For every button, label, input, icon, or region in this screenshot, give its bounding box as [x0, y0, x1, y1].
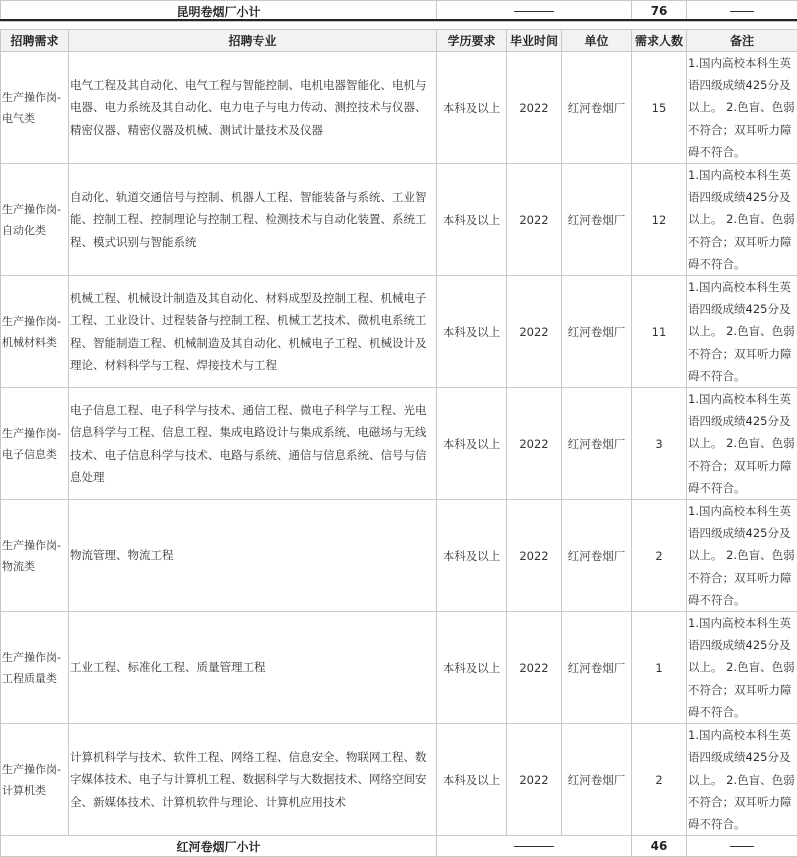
count-cell: 12 — [632, 164, 687, 276]
need-cell: 生产操作岗-机械材料类 — [1, 276, 69, 388]
subtotal-note-dash — [687, 836, 797, 857]
need-cell: 生产操作岗-电子信息类 — [1, 388, 69, 500]
count-cell: 3 — [632, 388, 687, 500]
education-cell: 本科及以上 — [437, 388, 507, 500]
major-cell: 工业工程、标准化工程、质量管理工程 — [69, 612, 437, 724]
table-row — [1, 276, 797, 388]
unit-cell: 红河卷烟厂 — [562, 724, 632, 836]
education-cell: 本科及以上 — [437, 612, 507, 724]
note-cell: 1.国内高校本科生英语四级成绩425分及以上。 2.色盲、色弱不符合；双耳听力障碍不符合。 — [687, 612, 797, 724]
need-cell: 生产操作岗-电气类 — [1, 52, 69, 164]
table-row — [1, 164, 797, 276]
note-cell: 1.国内高校本科生英语四级成绩425分及以上。 2.色盲、色弱不符合；双耳听力障碍不符合。 — [687, 52, 797, 164]
header-major: 招聘专业 — [69, 30, 437, 52]
header-graduation: 毕业时间 — [507, 30, 562, 52]
unit-cell: 红河卷烟厂 — [562, 276, 632, 388]
subtotal-count: 46 — [632, 836, 687, 857]
education-cell: 本科及以上 — [437, 724, 507, 836]
note-cell: 1.国内高校本科生英语四级成绩425分及以上。 2.色盲、色弱不符合；双耳听力障碍不符合。 — [687, 164, 797, 276]
unit-cell: 红河卷烟厂 — [562, 164, 632, 276]
graduation-cell: 2022 — [507, 276, 562, 388]
count-cell: 2 — [632, 500, 687, 612]
graduation-cell: 2022 — [507, 612, 562, 724]
count-cell: 15 — [632, 52, 687, 164]
graduation-cell: 2022 — [507, 388, 562, 500]
table-row — [1, 500, 797, 612]
graduation-cell: 2022 — [507, 52, 562, 164]
education-cell: 本科及以上 — [437, 52, 507, 164]
need-cell: 生产操作岗-自动化类 — [1, 164, 69, 276]
table-row — [1, 612, 797, 724]
major-cell: 自动化、轨道交通信号与控制、机器人工程、智能装备与系统、工业智能、控制工程、控制理论与控制工程、检测技术与自动化装置、系统工程、模式识别与智能系统 — [69, 164, 437, 276]
graduation-cell: 2022 — [507, 500, 562, 612]
unit-cell: 红河卷烟厂 — [562, 500, 632, 612]
major-cell: 物流管理、物流工程 — [69, 500, 437, 612]
unit-cell: 红河卷烟厂 — [562, 612, 632, 724]
subtotal-label: 红河卷烟厂小计 — [1, 836, 437, 857]
need-cell: 生产操作岗-物流类 — [1, 500, 69, 612]
major-cell: 计算机科学与技术、软件工程、网络工程、信息安全、物联网工程、数字媒体技术、电子与计算机工程、数据科学与大数据技术、网络空间安全、新媒体技术、计算机软件与理论、计算机应用技术 — [69, 724, 437, 836]
table-row — [1, 724, 797, 836]
unit-cell: 红河卷烟厂 — [562, 388, 632, 500]
unit-cell: 红河卷烟厂 — [562, 52, 632, 164]
graduation-cell: 2022 — [507, 724, 562, 836]
header-unit: 单位 — [562, 30, 632, 52]
recruitment-table — [0, 29, 797, 857]
header-count: 需求人数 — [632, 30, 687, 52]
bottom-subtotal-row — [1, 836, 797, 857]
header-note: 备注 — [687, 30, 797, 52]
note-cell: 1.国内高校本科生英语四级成绩425分及以上。 2.色盲、色弱不符合；双耳听力障碍不符合。 — [687, 724, 797, 836]
note-cell: 1.国内高校本科生英语四级成绩425分及以上。 2.色盲、色弱不符合；双耳听力障碍不符合。 — [687, 388, 797, 500]
major-cell: 机械工程、机械设计制造及其自动化、材料成型及控制工程、机械电子工程、工业设计、过程装备与控制工程、机械工艺技术、微机电系统工程、智能制造工程、机械制造及其自动化、机械电子工程、机械设计及理论、材料科学与工程、焊接技术与工程 — [69, 276, 437, 388]
count-cell: 11 — [632, 276, 687, 388]
table-row — [1, 52, 797, 164]
table-row — [1, 388, 797, 500]
education-cell: 本科及以上 — [437, 164, 507, 276]
education-cell: 本科及以上 — [437, 276, 507, 388]
need-cell: 生产操作岗-计算机类 — [1, 724, 69, 836]
count-cell: 2 — [632, 724, 687, 836]
education-cell: 本科及以上 — [437, 500, 507, 612]
count-cell: 1 — [632, 612, 687, 724]
need-cell: 生产操作岗-工程质量类 — [1, 612, 69, 724]
major-cell: 电气工程及其自动化、电气工程与智能控制、电机电器智能化、电机与电器、电力系统及其自动化、电力电子与电力传动、测控技术与仪器、精密仪器、精密仪器及机械、测试计量技术及仪器 — [69, 52, 437, 164]
subtotal-count: 76 — [632, 1, 687, 22]
header-education: 学历要求 — [437, 30, 507, 52]
note-cell: 1.国内高校本科生英语四级成绩425分及以上。 2.色盲、色弱不符合；双耳听力障碍不符合。 — [687, 276, 797, 388]
header-need: 招聘需求 — [1, 30, 69, 52]
subtotal-label: 昆明卷烟厂小计 — [1, 1, 437, 22]
graduation-cell: 2022 — [507, 164, 562, 276]
table-header-row — [1, 30, 797, 52]
major-cell: 电子信息工程、电子科学与技术、通信工程、微电子科学与工程、光电信息科学与工程、信息工程、集成电路设计与集成系统、电磁场与无线技术、电子信息科学与技术、电路与系统、通信与信息系统、信号与信息处理 — [69, 388, 437, 500]
section-divider — [0, 0, 797, 21]
note-cell: 1.国内高校本科生英语四级成绩425分及以上。 2.色盲、色弱不符合；双耳听力障碍不符合。 — [687, 500, 797, 612]
subtotal-dash — [437, 836, 632, 857]
